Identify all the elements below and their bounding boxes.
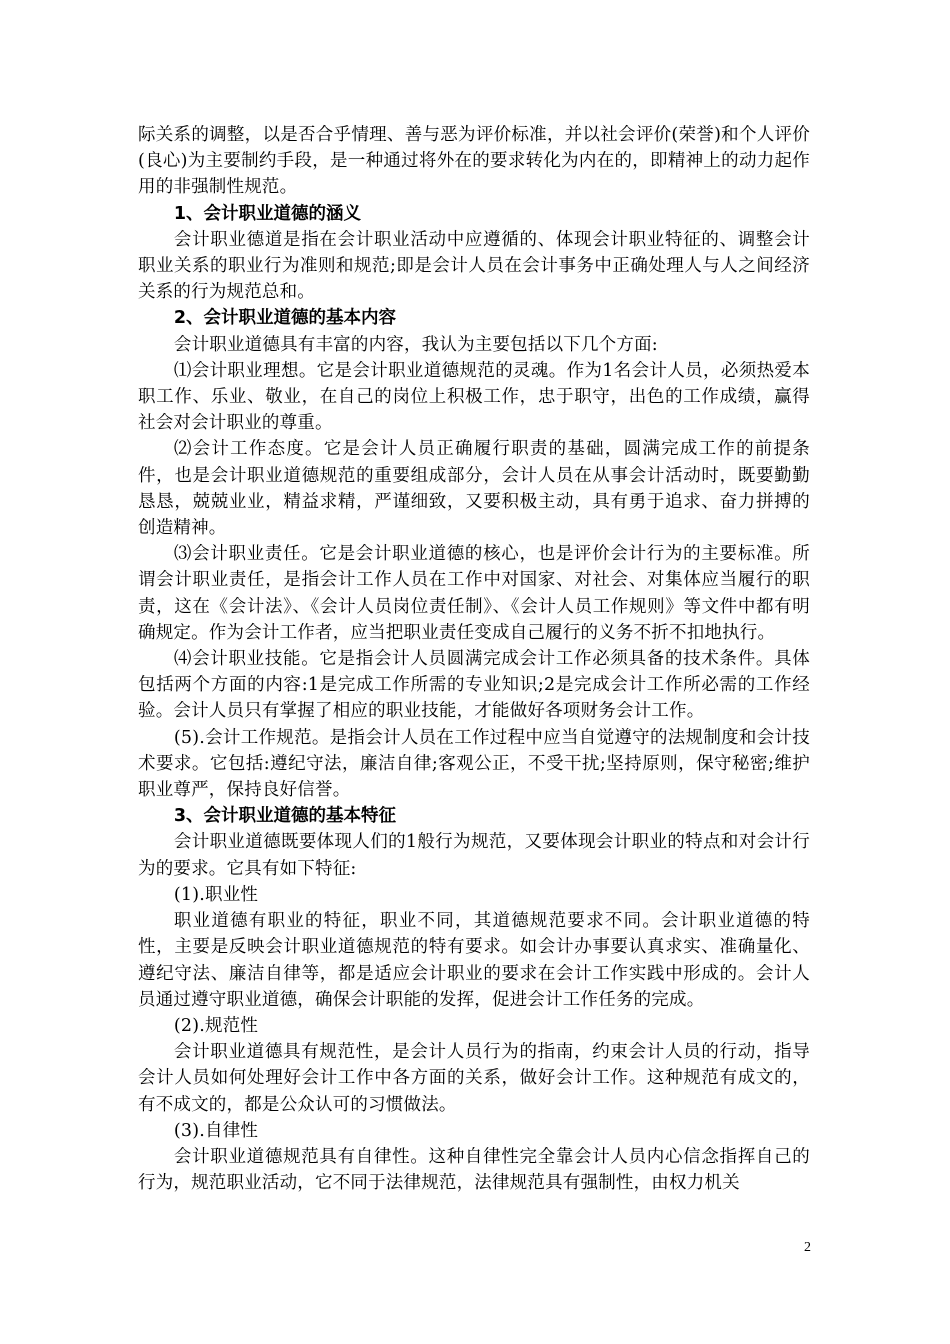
paragraph: 际关系的调整，以是否合乎情理、善与恶为评价标准，并以社会评价(荣誉)和个人评价(良心)为主要制约手段，是一种通过将外在的要求转化为内在的，即精神上的动力起作用的非强制性规范。 xyxy=(138,125,810,198)
section-heading: 2、会计职业道德的基本内容 xyxy=(173,308,397,329)
paragraph: 会计职业德道是指在会计职业活动中应遵循的、体现会计职业特征的、调整会计职业关系的职业行为准则和规范;即是会计人员在会计事务中正确处理人与人之间经济关系的行为规范总和。 xyxy=(138,229,810,303)
page-number: 2 xyxy=(804,1240,811,1255)
paragraph: 会计职业道德既要体现人们的1般行为规范，又要体现会计职业的特点和对会计行为的要求。它具有如下特征: xyxy=(138,832,810,879)
document-body xyxy=(138,122,810,1196)
paragraph: (2).规范性 xyxy=(173,1015,259,1036)
paragraph: (3).自律性 xyxy=(173,1120,259,1141)
paragraph: ⑶会计职业责任。它是会计职业道德的核心，也是评价会计行为的主要标准。所谓会计职业责任，是指会计工作人员在工作中对国家、对社会、对集体应当履行的职责，这在《会计法》、《会计人员岗位责任制》、《会计人员工作规则》等文件中都有明确规定。作为会计工作者，应当把职业责任变成自己履行的义务不折不扣地执行。 xyxy=(138,544,810,643)
paragraph: 职业道德有职业的特征，职业不同，其道德规范要求不同。会计职业道德的特性，主要是反映会计职业道德规范的特有要求。如会计办事要认真求实、准确量化、遵纪守法、廉洁自律等，都是适应会计职业的要求在会计工作实践中形成的。会计人员通过遵守职业道德，确保会计职能的发挥，促进会计工作任务的完成。 xyxy=(138,911,810,1010)
paragraph: ⑴会计职业理想。它是会计职业道德规范的灵魂。作为1名会计人员，必须热爱本职工作、乐业、敬业，在自己的岗位上积极工作，忠于职守，出色的工作成绩，赢得社会对会计职业的尊重。 xyxy=(138,360,810,434)
paragraph: ⑷会计职业技能。它是指会计人员圆满完成会计工作必须具备的技术条件。具体包括两个方面的内容:1是完成工作所需的专业知识;2是完成会计工作所必需的工作经验。会计人员只有掌握了相应的职业技能，才能做好各项财务会计工作。 xyxy=(138,649,810,722)
paragraph: 会计职业道德具有规范性，是会计人员行为的指南，约束会计人员的行动，指导会计人员如何处理好会计工作中各方面的关系，做好会计工作。这种规范有成文的，有不成文的，都是公众认可的习惯做法。 xyxy=(138,1042,810,1115)
paragraph: (5).会计工作规范。是指会计人员在工作过程中应当自觉遵守的法规制度和会计技术要求。它包括:遵纪守法，廉洁自律;客观公正，不受干扰;坚持原则，保守秘密;维护职业尊严，保持良好信誉。 xyxy=(138,727,810,801)
paragraph: 会计职业道德具有丰富的内容，我认为主要包括以下几个方面: xyxy=(173,334,658,355)
paragraph: 会计职业道德规范具有自律性。这种自律性完全靠会计人员内心信念指挥自己的行为，规范职业活动，它不同于法律规范，法律规范具有强制性，由权力机关 xyxy=(138,1146,810,1194)
section-heading: 1、会计职业道德的涵义 xyxy=(173,203,362,224)
section-heading: 3、会计职业道德的基本特征 xyxy=(173,806,397,827)
paragraph: ⑵会计工作态度。它是会计人员正确履行职责的基础，圆满完成工作的前提条件，也是会计职业道德规范的重要组成部分，会计人员在从事会计活动时，既要勤勤恳恳，兢兢业业，精益求精，严谨细致，又要积极主动，具有勇于追求、奋力拼搏的创造精神。 xyxy=(138,439,810,539)
paragraph: (1).职业性 xyxy=(173,884,259,905)
